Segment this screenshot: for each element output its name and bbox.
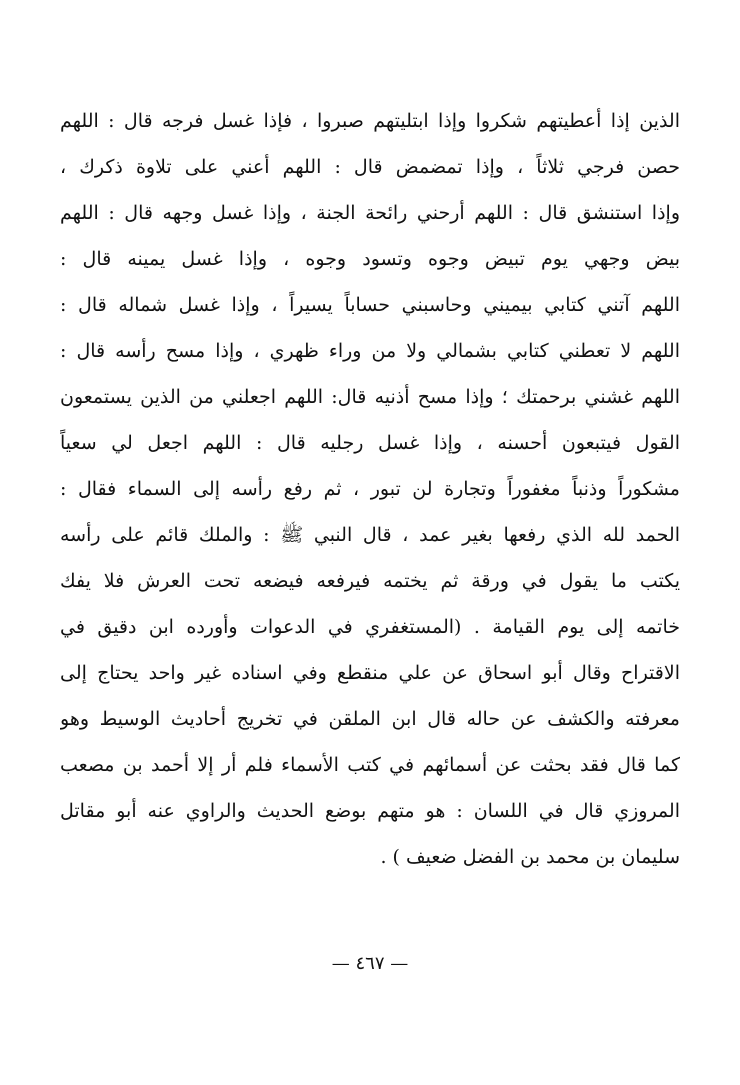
text-line-6: اللهم لا تعطني كتابي بشمالي ولا من وراء ظهري ، وإذا مسح رأسه قال : [60, 340, 680, 362]
text-line-7: اللهم غشني برحمتك ؛ وإذا مسح أذنيه قال: اللهم اجعلني من الذين يستمعون [60, 386, 680, 408]
body-text [60, 98, 680, 880]
text-line-5: اللهم آتني كتابي بيميني وحاسبني حساباً يسيراً ، وإذا غسل شماله قال : [60, 294, 680, 316]
text-line-10: الحمد لله الذي رفعها بغير عمد ، قال النبي ﷺ : والملك قائم على رأسه [60, 524, 680, 546]
text-line-2: حصن فرجي ثلاثاً ، وإذا تمضمض قال : اللهم أعني على تلاوة ذكرك ، [60, 156, 680, 178]
text-line-12: خاتمه إلى يوم القيامة . (المستغفري في الدعوات وأورده ابن دقيق في [60, 616, 680, 638]
text-line-14: معرفته والكشف عن حاله قال ابن الملقن في تخريج أحاديث الوسيط وهو [60, 708, 680, 730]
text-line-9: مشكوراً وذنباً مغفوراً وتجارة لن تبور ، ثم رفع رأسه إلى السماء فقال : [60, 478, 680, 500]
text-line-3: وإذا استنشق قال : اللهم أرحني رائحة الجنة ، وإذا غسل وجهه قال : اللهم [60, 202, 680, 224]
text-line-11: يكتب ما يقول في ورقة ثم يختمه فيرفعه فيضعه تحت العرش فلا يفك [60, 570, 680, 592]
text-line-1: الذين إذا أعطيتهم شكروا وإذا ابتليتهم صبروا ، فإذا غسل فرجه قال : اللهم [60, 110, 680, 132]
text-line-17: سليمان بن محمد بن الفضل ضعيف ) . [380, 846, 680, 868]
page-number: — ٤٦٧ — [331, 953, 409, 974]
text-line-16: المروزي قال في اللسان : هو متهم بوضع الحديث والراوي عنه أبو مقاتل [60, 800, 680, 822]
text-line-15: كما قال فقد بحثت عن أسمائهم في كتب الأسماء فلم أر إلا أحمد بن مصعب [60, 754, 680, 776]
text-line-4: بيض وجهي يوم تبيض وجوه وتسود وجوه ، وإذا غسل يمينه قال : [60, 248, 680, 270]
text-line-13: الاقتراح وقال أبو اسحاق عن علي منقطع وفي اسناده غير واحد يحتاج إلى [60, 662, 680, 684]
text-line-8: القول فيتبعون أحسنه ، وإذا غسل رجليه قال : اللهم اجعل لي سعياً [60, 432, 680, 454]
